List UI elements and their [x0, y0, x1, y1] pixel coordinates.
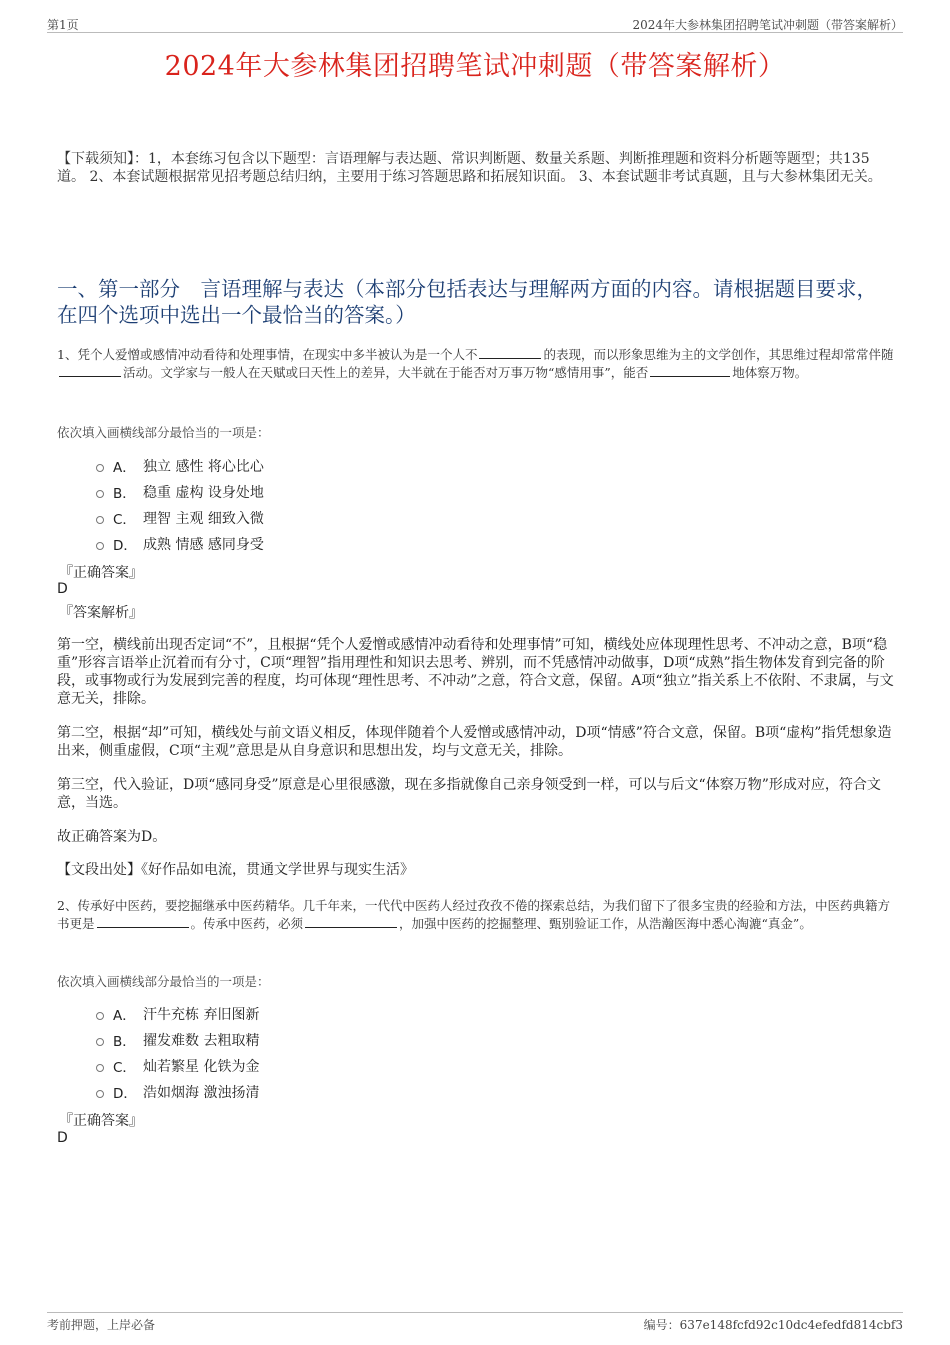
radio-icon[interactable] [96, 464, 104, 472]
q1-text-1: 1、凭个人爱憎或感情冲动看待和处理事情，在现实中多半被认为是一个人不 [57, 347, 478, 362]
fill-blank [97, 916, 189, 928]
text-source: 【文段出处】《好作品如电流，贯通文学世界与现实生活》 [57, 862, 414, 878]
header-doc-title: 2024年大参林集团招聘笔试冲刺题（带答案解析） [632, 18, 903, 32]
radio-icon[interactable] [96, 1090, 104, 1098]
question-1-options [96, 453, 496, 557]
q2-text-3: ，加强中医药的挖掘整理、甄别验证工作，从浩瀚医海中悉心淘漉“真金”。 [399, 916, 812, 931]
radio-icon[interactable] [96, 490, 104, 498]
fill-blank [479, 347, 541, 359]
question-2-options [96, 1001, 496, 1105]
question-1-stem [57, 346, 897, 382]
option-c[interactable]: C． 灿若繁星 化铁为金 [96, 1053, 496, 1079]
radio-icon[interactable] [96, 1064, 104, 1072]
option-a[interactable]: A． 独立 感性 将心比心 [96, 453, 496, 479]
analysis-paragraph-1: 第一空，横线前出现否定词“不”，且根据“凭个人爱憎或感情冲动看待和处理事情”可知，横线处应体现理性思考、不冲动之意，B项“稳重”形容言语举止沉着而有分寸，C项“理智”指用理性和知识去思考、辨别，而不凭感情冲动做事，D项“成熟”指生物体发育到完备的阶段，或事物或行为发展到完善的程度，均可体现“理性思考、不冲动”之意，符合文意，保留。A项“独立”指关系上不依附、不隶属，与文意无关，排除。 [57, 637, 894, 707]
question-2-prompt: 依次填入画横线部分最恰当的一项是： [57, 974, 270, 989]
page-number: 第1页 [47, 18, 79, 32]
answer-value: D [57, 581, 68, 597]
option-a[interactable]: A． 汗牛充栋 弃旧图新 [96, 1001, 496, 1027]
section-heading: 一、第一部分 言语理解与表达（本部分包括表达与理解两方面的内容。请根据题目要求，在四个选项中选出一个最恰当的答案。） [57, 277, 877, 327]
option-c[interactable]: C． 理智 主观 细致入微 [96, 505, 496, 531]
document-title: 2024年大参林集团招聘笔试冲刺题（带答案解析） [164, 51, 786, 82]
analysis-paragraph-3: 第三空，代入验证，D项“感同身受”原意是心里很感激，现在多指就像自己亲身领受到一样，可以与后文“体察万物”形成对应，符合文意，当选。 [57, 777, 881, 811]
radio-icon[interactable] [96, 1038, 104, 1046]
answer-label: 『正确答案』 [59, 1113, 143, 1129]
page-footer [47, 1312, 903, 1333]
radio-icon[interactable] [96, 542, 104, 550]
fill-blank [305, 916, 397, 928]
page-header [47, 16, 903, 33]
option-d[interactable]: D． 浩如烟海 激浊扬清 [96, 1079, 496, 1105]
analysis-paragraph-2: 第二空，根据“却”可知，横线处与前文语义相反，体现伴随着个人爱憎或感情冲动，D项“情感”符合文意，保留。B项“虚构”指凭想象造出来，侧重虚假，C项“主观”意思是从自身意识和思想出发，均与文意无关，排除。 [57, 725, 892, 759]
option-b[interactable]: B． 稳重 虚构 设身处地 [96, 479, 496, 505]
question-2-stem [57, 897, 897, 933]
analysis-conclusion: 故正确答案为D。 [57, 829, 167, 845]
footer-slogan: 考前押题，上岸必备 [47, 1318, 156, 1332]
option-d[interactable]: D． 成熟 情感 感同身受 [96, 531, 496, 557]
q1-text-3: 活动。文学家与一般人在天赋或曰天性上的差异，大半就在于能否对万事万物“感情用事”，能否 [123, 365, 649, 380]
answer-label: 『正确答案』 [59, 565, 143, 581]
download-notice: 【下载须知】：1，本套练习包含以下题型：言语理解与表达题、常识判断题、数量关系题、判断推理题和资料分析题等题型；共135道。 2、本套试题根据常见招考题总结归纳，主要用于练习答题思路和拓展知识面。 3、本套试题非考试真题，且与大参林集团无关。 [57, 151, 882, 185]
fill-blank [59, 365, 121, 377]
q1-text-2: 的表现，而以形象思维为主的文学创作，其思维过程却常常伴随 [543, 347, 894, 362]
radio-icon[interactable] [96, 516, 104, 524]
question-1-prompt: 依次填入画横线部分最恰当的一项是： [57, 425, 270, 440]
document-id: 编号：637e148fcfd92c10dc4efedfd814cbf3 [643, 1318, 903, 1332]
fill-blank [650, 365, 730, 377]
q2-text-1: 2、传承好中医药，要挖掘继承中医药精华。几千年来，一代代中医药人经过孜孜不倦的探索总结，为我们留下了很多宝贵的经验和方法，中医药典籍方书更是 [57, 898, 890, 931]
radio-icon[interactable] [96, 1012, 104, 1020]
analysis-label: 『答案解析』 [59, 605, 143, 621]
answer-value: D [57, 1130, 68, 1146]
q1-text-4: 地体察万物。 [732, 365, 808, 380]
option-b[interactable]: B． 擢发难数 去粗取精 [96, 1027, 496, 1053]
q2-text-2: 。传承中医药，必须 [190, 916, 304, 931]
